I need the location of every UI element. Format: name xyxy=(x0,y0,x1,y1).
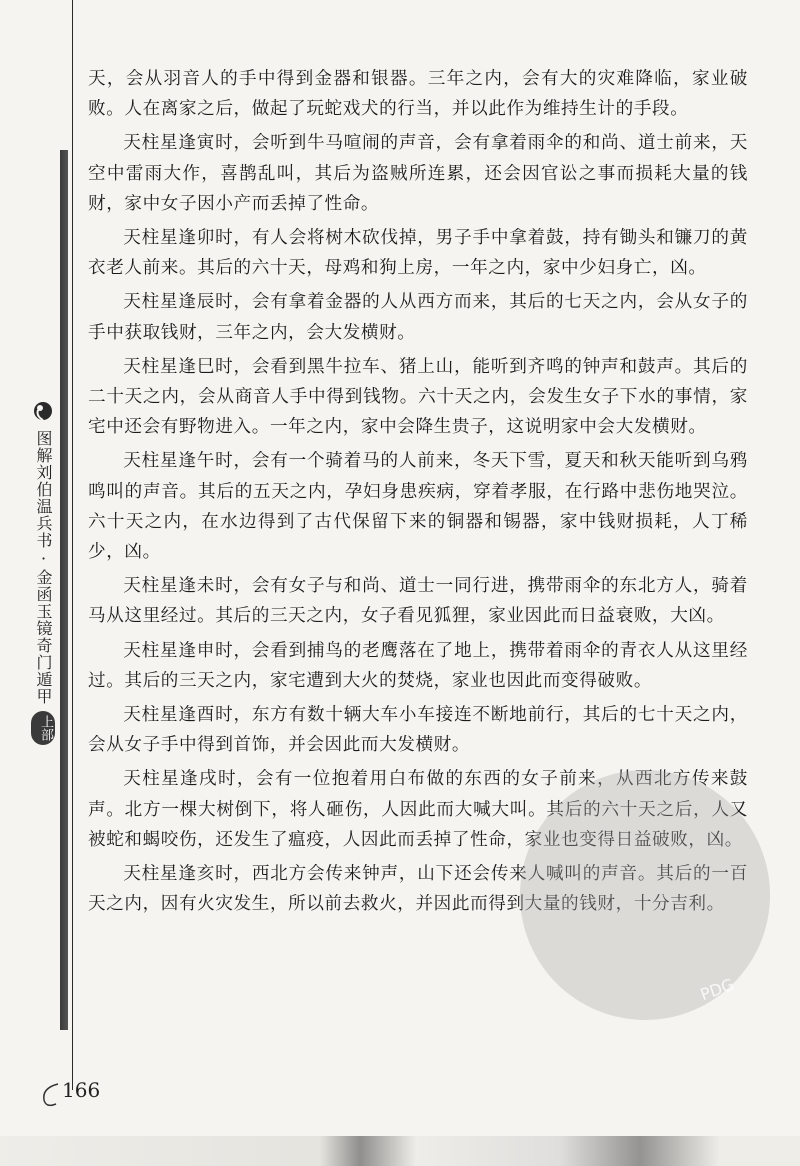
margin-rule xyxy=(72,0,73,1090)
margin-shade xyxy=(60,150,68,1030)
paragraph: 天柱星逢戌时，会有一位抱着用白布做的东西的女子前来，从西北方传来鼓声。北方一棵大树倒下，将人砸伤，人因此而大喊大叫。其后的六十天之后，人又被蛇和蝎咬伤，还发生了瘟疫，人因此而丢掉了性命，家业也变得日益破败，凶。 xyxy=(88,769,748,850)
page-number: 166 xyxy=(62,1078,101,1102)
scan-edge xyxy=(0,1136,800,1166)
watermark-text: PDG xyxy=(697,974,737,1005)
page-swirl-icon xyxy=(38,1080,62,1110)
side-running-title xyxy=(30,400,56,745)
paragraph: 天柱星逢辰时，会有拿着金器的人从西方而来，其后的七天之内，会从女子的手中获取钱财，三年之内，会大发横财。 xyxy=(88,292,748,343)
series-logo-icon xyxy=(32,400,54,422)
paragraph: 天柱星逢亥时，西北方会传来钟声，山下还会传来人喊叫的声音。其后的一百天之内，因有火灾发生，所以前去救火，并因此而得到大量的钱财，十分吉利。 xyxy=(88,864,748,915)
paragraph: 天柱星逢寅时，会听到牛马喧闹的声音，会有拿着雨伞的和尚、道士前来，天空中雷雨大作，喜鹊乱叫，其后为盗贼所连累，还会因官讼之事而损耗大量的钱财，家中女子因小产而丢掉了性命。 xyxy=(88,133,748,214)
paragraph: 天柱星逢巳时，会看到黑牛拉车、猪上山，能听到齐鸣的钟声和鼓声。其后的二十天之内，会从商音人手中得到钱物。六十天之内，会发生女子下水的事情，家宅中还会有野物进入。一年之内，家中会降生贵子，这说明家中会大发横财。 xyxy=(88,356,748,438)
paragraph: 天柱星逢卯时，有人会将树木砍伐掉，男子手中拿着鼓，持有锄头和镰刀的黄衣老人前来。其后的六十天，母鸡和狗上房，一年之内，家中少妇身亡，凶。 xyxy=(88,228,748,279)
paragraph: 天，会从羽音人的手中得到金器和银器。三年之内，会有大的灾难降临，家业破败。人在离家之后，做起了玩蛇戏犬的行当，并以此作为维持生计的手段。 xyxy=(88,69,748,120)
paragraph: 天柱星逢午时，会有一个骑着马的人前来，冬天下雪，夏天和秋天能听到乌鸦鸣叫的声音。其后的五天之内，孕妇身患疾病，穿着孝服，在行路中悲伤地哭泣。六十天之内，在水边得到了古代保留下来的铜器和锡器，家中钱财损耗，人丁稀少，凶。 xyxy=(88,451,748,563)
volume-badge: 上部 xyxy=(31,711,55,745)
book-title: 图解刘伯温兵书·金函玉镜奇门遁甲 xyxy=(34,430,53,705)
paragraph: 天柱星逢未时，会有女子与和尚、道士一同行进，携带雨伞的东北方人，骑着马从这里经过。其后的三天之内，女子看见狐狸，家业因此而日益衰败，大凶。 xyxy=(88,576,748,627)
paragraph: 天柱星逢酉时，东方有数十辆大车小车接连不断地前行，其后的七十天之内，会从女子手中得到首饰，并会因此而大发横财。 xyxy=(88,705,748,756)
paragraph: 天柱星逢申时，会看到捕鸟的老鹰落在了地上，携带着雨伞的青衣人从这里经过。其后的三天之内，家宅遭到大火的焚烧，家业也因此而变得破败。 xyxy=(88,640,748,691)
